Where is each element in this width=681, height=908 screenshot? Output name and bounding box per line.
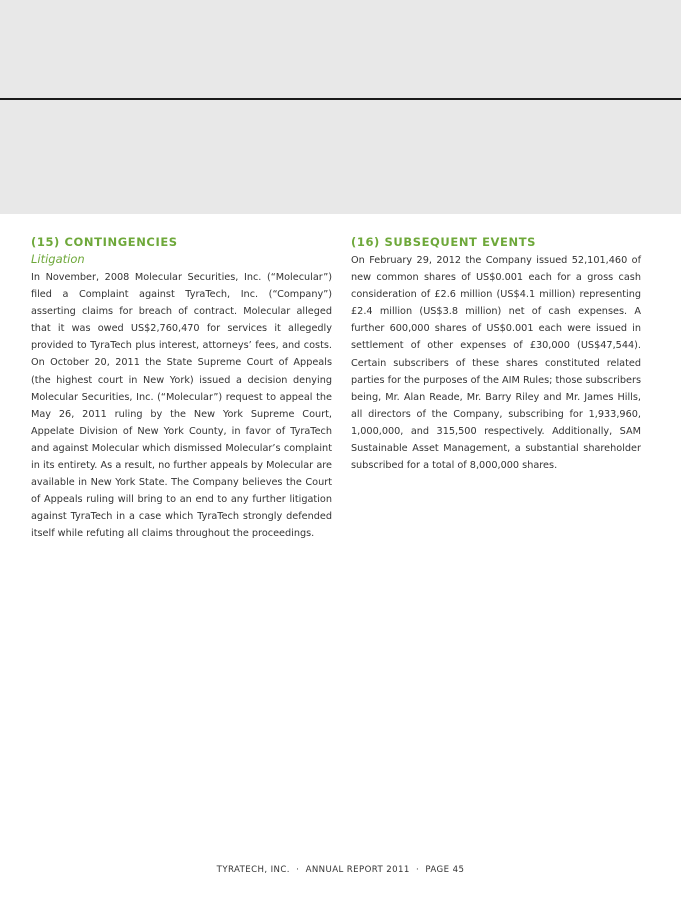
subsequent-events-heading: (16) SUBSEQUENT EVENTS — [351, 235, 537, 249]
contingencies-section — [31, 235, 332, 543]
page-footer: TYRATECH, INC. · ANNUAL REPORT 2011 · PAGE 45 — [216, 865, 465, 875]
subsequent-events-paragraph: On February 29, 2012 the Company issued 52,101,460 of new common shares of US$0.001 each for a gross cash consideration of £2.6 million (US$4.1 million) representing £2.4 million (US$3.8 million) net of cash expenses. A further 600,000 shares of US$0.001 each were issued in settlement of other expenses of £30,000 (US$47,544). Certain subscribers of these shares constituted related parties for the purposes of the AIM Rules; those subscribers being, Mr. Alan Reade, Mr. Barry Riley and Mr. James Hills, all directors of the Company, subscribing for 1,933,960, 1,000,000, and 315,500 respectively. Additionally, SAM Sustainable Asset Management, a substantial shareholder subscribed for a total of 8,000,000 shares. — [351, 255, 641, 472]
litigation-subheading: Litigation — [31, 252, 85, 266]
header-rule — [0, 98, 681, 100]
subsequent-events-section — [351, 235, 641, 474]
litigation-paragraph: In November, 2008 Molecular Securities, Inc. (“Molecular”) filed a Complaint against TyraTech, Inc. (“Company”) asserting claims for breach of contract. Molecular alleged that it was owed US$2,760,470 for services it allegedly provided to TyraTech plus interest, attorneys’ fees, and costs. On October 20, 2011 the State Supreme Court of Appeals (the highest court in New York) issued a decision denying Molecular Securities, Inc. (“Molecular”) request to appeal the May 26, 2011 ruling by the New York Supreme Court, Appelate Division of New York County, in favor of TyraTech and against Molecular which dismissed Molecular’s complaint in its entirety. As a result, no further appeals by Molecular are available in New York State. The Company believes the Court of Appeals ruling will bring to an end to any further litigation against TyraTech in a case which TyraTech strongly defended itself while refuting all claims throughout the proceedings. — [31, 272, 332, 540]
header-band — [0, 0, 681, 214]
contingencies-heading: (15) CONTINGENCIES — [31, 235, 178, 249]
